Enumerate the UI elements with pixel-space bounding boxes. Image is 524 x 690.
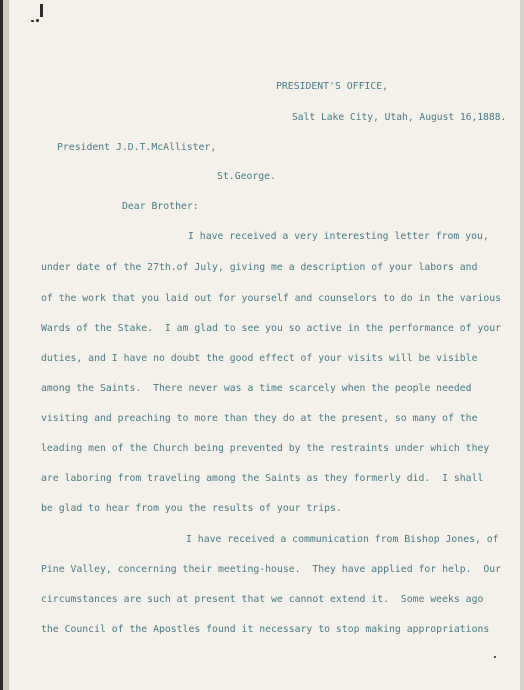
ink-smudge — [31, 20, 34, 22]
recipient-location: St.George. — [217, 171, 276, 182]
body-line: of the work that you laid out for yourself and counselors to do in the various — [41, 293, 502, 304]
body-line: Wards of the Stake. I am glad to see you so active in the performance of your — [41, 323, 502, 334]
body-line: under date of the 27th.of July, giving me a description of your labors and — [41, 262, 478, 273]
body-line: I have received a very interesting letter from you, — [188, 231, 489, 242]
ink-smudge — [494, 656, 496, 658]
salutation: Dear Brother: — [122, 201, 199, 212]
body-line: I have received a communication from Bishop Jones, of — [186, 534, 499, 545]
body-line: the Council of the Apostles found it necessary to stop making appropriations — [41, 624, 490, 635]
ink-smudge — [36, 19, 39, 22]
corner-mark — [40, 4, 43, 17]
body-line: among the Saints. There never was a time scarcely when the people needed — [41, 383, 472, 394]
letterhead-office: PRESIDENT'S OFFICE, — [276, 81, 389, 92]
body-line: are laboring from traveling among the Saints as they formerly did. I shall — [41, 473, 484, 484]
body-line: visiting and preaching to more than they do at the present, so many of the — [41, 413, 478, 424]
place-and-date: Salt Lake City, Utah, August 16,1888. — [292, 112, 507, 123]
body-line: Pine Valley, concerning their meeting-house. They have applied for help. Our — [41, 564, 502, 575]
scan-left-edge — [0, 0, 9, 690]
body-line: duties, and I have no doubt the good effect of your visits will be visible — [41, 353, 478, 364]
body-line: be glad to hear from you the results of your trips. — [41, 503, 342, 514]
body-line: circumstances are such at present that we cannot extend it. Some weeks ago — [41, 594, 484, 605]
body-line: leading men of the Church being prevented by the restraints under which they — [41, 443, 490, 454]
scan-right-edge — [520, 0, 524, 690]
recipient-name: President J.D.T.McAllister, — [57, 142, 217, 153]
